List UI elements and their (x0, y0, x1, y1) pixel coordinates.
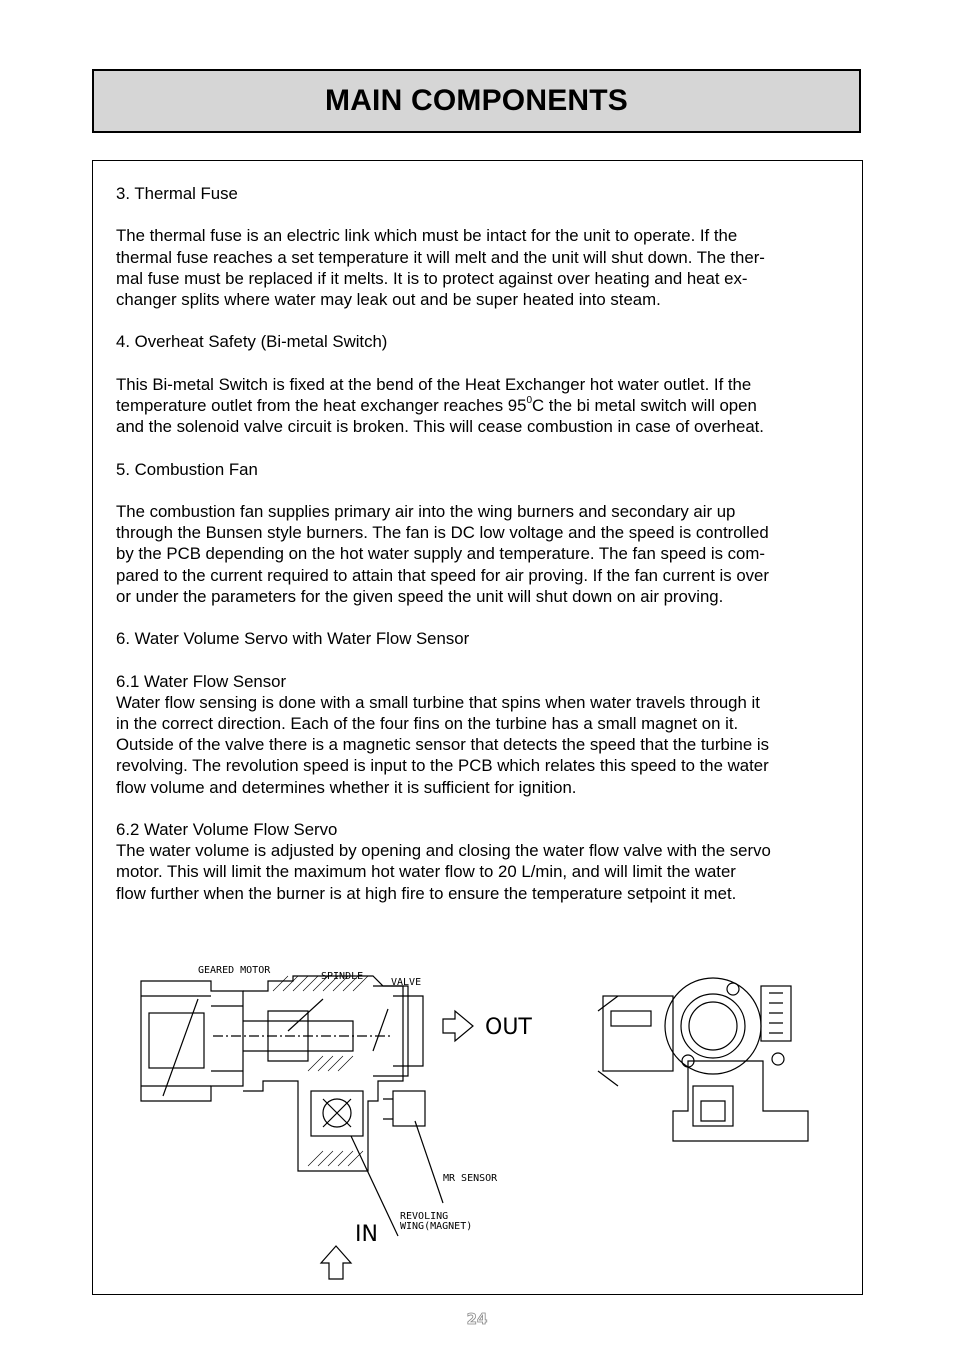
page-number: 24 (466, 1310, 488, 1328)
combustion-fan-line: pared to the current required to attain that speed for air proving. If the fan current is over (116, 565, 769, 585)
thermal-fuse-line: mal fuse must be replaced if it melts. It is to protect against over heating and heat ex- (116, 268, 748, 288)
flow-sensor-line: Outside of the valve there is a magnetic sensor that detects the speed that the turbine is (116, 735, 769, 755)
mr-sensor-label: MR SENSOR (443, 1173, 498, 1184)
out-label: OUT (485, 1015, 532, 1040)
overheat-line: This Bi-metal Switch is fixed at the bend of the Heat Exchanger hot water outlet. If the (116, 374, 752, 394)
combustion-fan-line: The combustion fan supplies primary air into the wing burners and secondary air up (116, 501, 736, 521)
combustion-fan-line: by the PCB depending on the hot water supply and temperature. The fan speed is com- (116, 544, 765, 564)
geared-motor-label: GEARED MOTOR (198, 965, 271, 976)
page-title: MAIN COMPONENTS (325, 84, 628, 117)
revolving-wing-label-1: REVOLING (400, 1211, 449, 1222)
flow-sensor-heading: 6.1 Water Flow Sensor (116, 671, 287, 691)
content-box (92, 160, 863, 1295)
combustion-fan-line: or under the parameters for the given speed the unit will shut down on air proving. (116, 586, 724, 606)
text-area (116, 183, 844, 904)
flow-sensor-line: revolving. The revolution speed is input to the PCB which relates this speed to the water (116, 756, 769, 776)
in-label: IN (355, 1222, 378, 1247)
overheat-line-pre: temperature outlet from the heat exchanger reaches 95 (116, 395, 527, 415)
flow-servo-line: motor. This will limit the maximum hot water flow to 20 L/min, and will limit the water (116, 862, 736, 882)
water-servo-diagram (93, 951, 861, 1291)
spindle-label: SPINDLE (321, 971, 364, 982)
flow-servo-line: The water volume is adjusted by opening and closing the water flow valve with the servo (116, 841, 771, 861)
flow-servo-heading: 6.2 Water Volume Flow Servo (116, 819, 338, 839)
geared-motor-housing (141, 981, 243, 1101)
degree-superscript: 0 (526, 395, 533, 407)
overheat-line-post: C the bi metal switch will open (532, 395, 757, 415)
flow-servo-line: flow further when the burner is at high fire to ensure the temperature setpoint it met. (116, 883, 737, 903)
combustion-fan-line: through the Bunsen style burners. The fan is DC low voltage and the speed is controlled (116, 523, 769, 543)
flow-sensor-line: Water flow sensing is done with a small turbine that spins when water travels through it (116, 692, 760, 712)
overheat-line (116, 395, 844, 416)
thermal-fuse-line: changer splits where water may leak out and be super heated into steam. (116, 290, 661, 309)
combustion-fan-heading: 5. Combustion Fan (116, 459, 258, 479)
water-servo-heading: 6. Water Volume Servo with Water Flow Sensor (116, 629, 470, 649)
title-box (92, 69, 861, 133)
thermal-fuse-line: thermal fuse reaches a set temperature it will melt and the unit will shut down. The ther- (116, 247, 765, 267)
overheat-line: and the solenoid valve circuit is broken. This will cease combustion in case of overheat. (116, 417, 764, 437)
revolving-wing-label-2: WING(MAGNET) (400, 1221, 473, 1232)
flow-sensor-line: in the correct direction. Each of the four fins on the turbine has a small magnet on it. (116, 713, 739, 733)
flow-sensor-line: flow volume and determines whether it is sufficient for ignition. (116, 777, 577, 797)
valve-label: VALVE (391, 977, 422, 988)
thermal-fuse-line: The thermal fuse is an electric link which must be intact for the unit to operate. If the (116, 226, 738, 246)
overheat-heading: 4. Overheat Safety (Bi-metal Switch) (116, 332, 388, 352)
thermal-fuse-heading: 3. Thermal Fuse (116, 184, 238, 203)
